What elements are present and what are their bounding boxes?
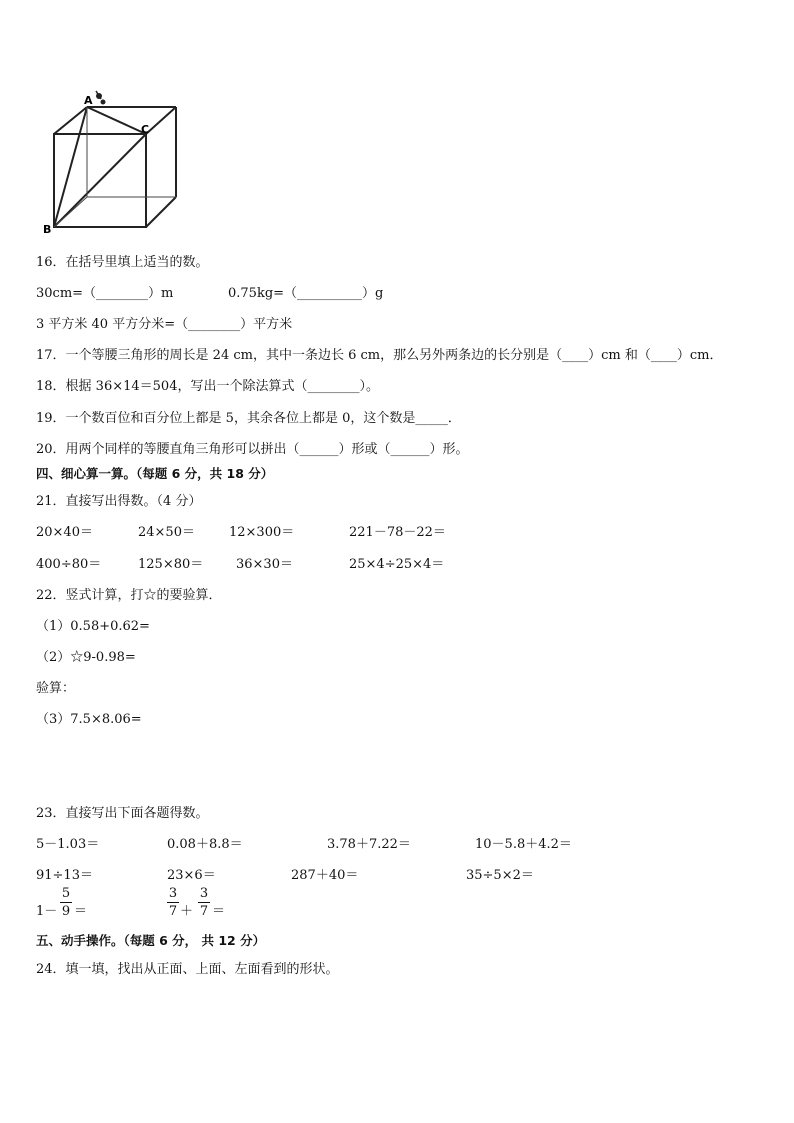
q16-item-1: 30cm=（________）m bbox=[36, 286, 174, 301]
q23-r1c1: 5－1.03＝ bbox=[36, 837, 100, 852]
q22-part-3: （3）7.5×8.06= bbox=[36, 712, 142, 727]
q16-item-2: 0.75kg=（__________）g bbox=[228, 286, 384, 301]
q17: 17．一个等腰三角形的周长是 24 cm，其中一条边长 6 cm，那么另外两条边的长分别是（____）cm 和（____）cm． bbox=[36, 348, 723, 363]
section-5-heading: 五、动手操作。（每题 6 分， 共 12 分） bbox=[36, 933, 266, 948]
frac2-numerator-1: 3 bbox=[168, 886, 178, 901]
q21-title: 21．直接写出得数。（4 分） bbox=[36, 494, 202, 509]
q21-r2c4: 25×4÷25×4＝ bbox=[349, 557, 445, 572]
q21-r2c2: 125×80＝ bbox=[138, 557, 204, 572]
frac2-denominator-1: 7 bbox=[168, 904, 178, 919]
frac2-equals: ＝ bbox=[212, 904, 226, 919]
fraction-3-7-a bbox=[167, 887, 179, 918]
q22-check-label: 验算： bbox=[36, 681, 76, 696]
q23-r2c3: 287＋40＝ bbox=[291, 868, 359, 883]
diagonal-ac bbox=[87, 107, 146, 134]
q24: 24．填一填，找出从正面、上面、左面看到的形状。 bbox=[36, 962, 339, 977]
q23-r2c2: 23×6＝ bbox=[167, 868, 216, 883]
q23-r1c2: 0.08＋8.8＝ bbox=[167, 837, 243, 852]
frac2-denominator-2: 7 bbox=[199, 904, 209, 919]
frac1-denominator: 9 bbox=[61, 904, 71, 919]
fraction-3-7-b bbox=[198, 887, 210, 918]
q19: 19．一个数百位和百分位上都是 5，其余各位上都是 0，这个数是_____． bbox=[36, 411, 461, 426]
q21-r1c4: 221－78－22＝ bbox=[349, 525, 446, 540]
q23-r1c3: 3.78＋7.22＝ bbox=[327, 837, 411, 852]
ant-icon bbox=[96, 91, 106, 105]
frac2-plus: ＋ bbox=[180, 904, 194, 919]
cube-diagram bbox=[40, 85, 190, 235]
q23-r2c1: 91÷13＝ bbox=[36, 868, 93, 883]
q22-part-2: （2）☆9-0.98= bbox=[36, 650, 136, 665]
label-c: C bbox=[141, 123, 150, 136]
label-b: B bbox=[43, 223, 52, 235]
frac1-numerator: 5 bbox=[61, 886, 71, 901]
section-4-heading: 四、细心算一算。（每题 6 分，共 18 分） bbox=[36, 466, 274, 481]
q21-r1c2: 24×50＝ bbox=[138, 525, 195, 540]
frac1-lead: 1－ bbox=[36, 904, 58, 919]
q21-r2c1: 400÷80＝ bbox=[36, 557, 102, 572]
q22-part-1: （1）0.58+0.62= bbox=[36, 619, 150, 634]
q16-title: 16．在括号里填上适当的数。 bbox=[36, 255, 209, 270]
q16-item-3: 3 平方米 40 平方分米=（________）平方米 bbox=[36, 317, 293, 332]
q22-title: 22．竖式计算，打☆的要验算． bbox=[36, 588, 222, 603]
label-a: A bbox=[84, 94, 93, 107]
fraction-5-9 bbox=[60, 887, 72, 918]
frac2-numerator-2: 3 bbox=[199, 886, 209, 901]
q20: 20．用两个同样的等腰直角三角形可以拼出（______）形或（______）形。 bbox=[36, 442, 469, 457]
q23-title: 23．直接写出下面各题得数。 bbox=[36, 806, 209, 821]
q21-r1c1: 20×40＝ bbox=[36, 525, 93, 540]
q23-r1c4: 10－5.8＋4.2＝ bbox=[475, 837, 572, 852]
q21-r2c3: 36×30＝ bbox=[236, 557, 293, 572]
q23-r2c4: 35÷5×2＝ bbox=[466, 868, 534, 883]
q18: 18．根据 36×14＝504，写出一个除法算式（________）。 bbox=[36, 379, 379, 394]
frac1-equals: ＝ bbox=[74, 904, 88, 919]
q21-r1c3: 12×300＝ bbox=[229, 525, 295, 540]
